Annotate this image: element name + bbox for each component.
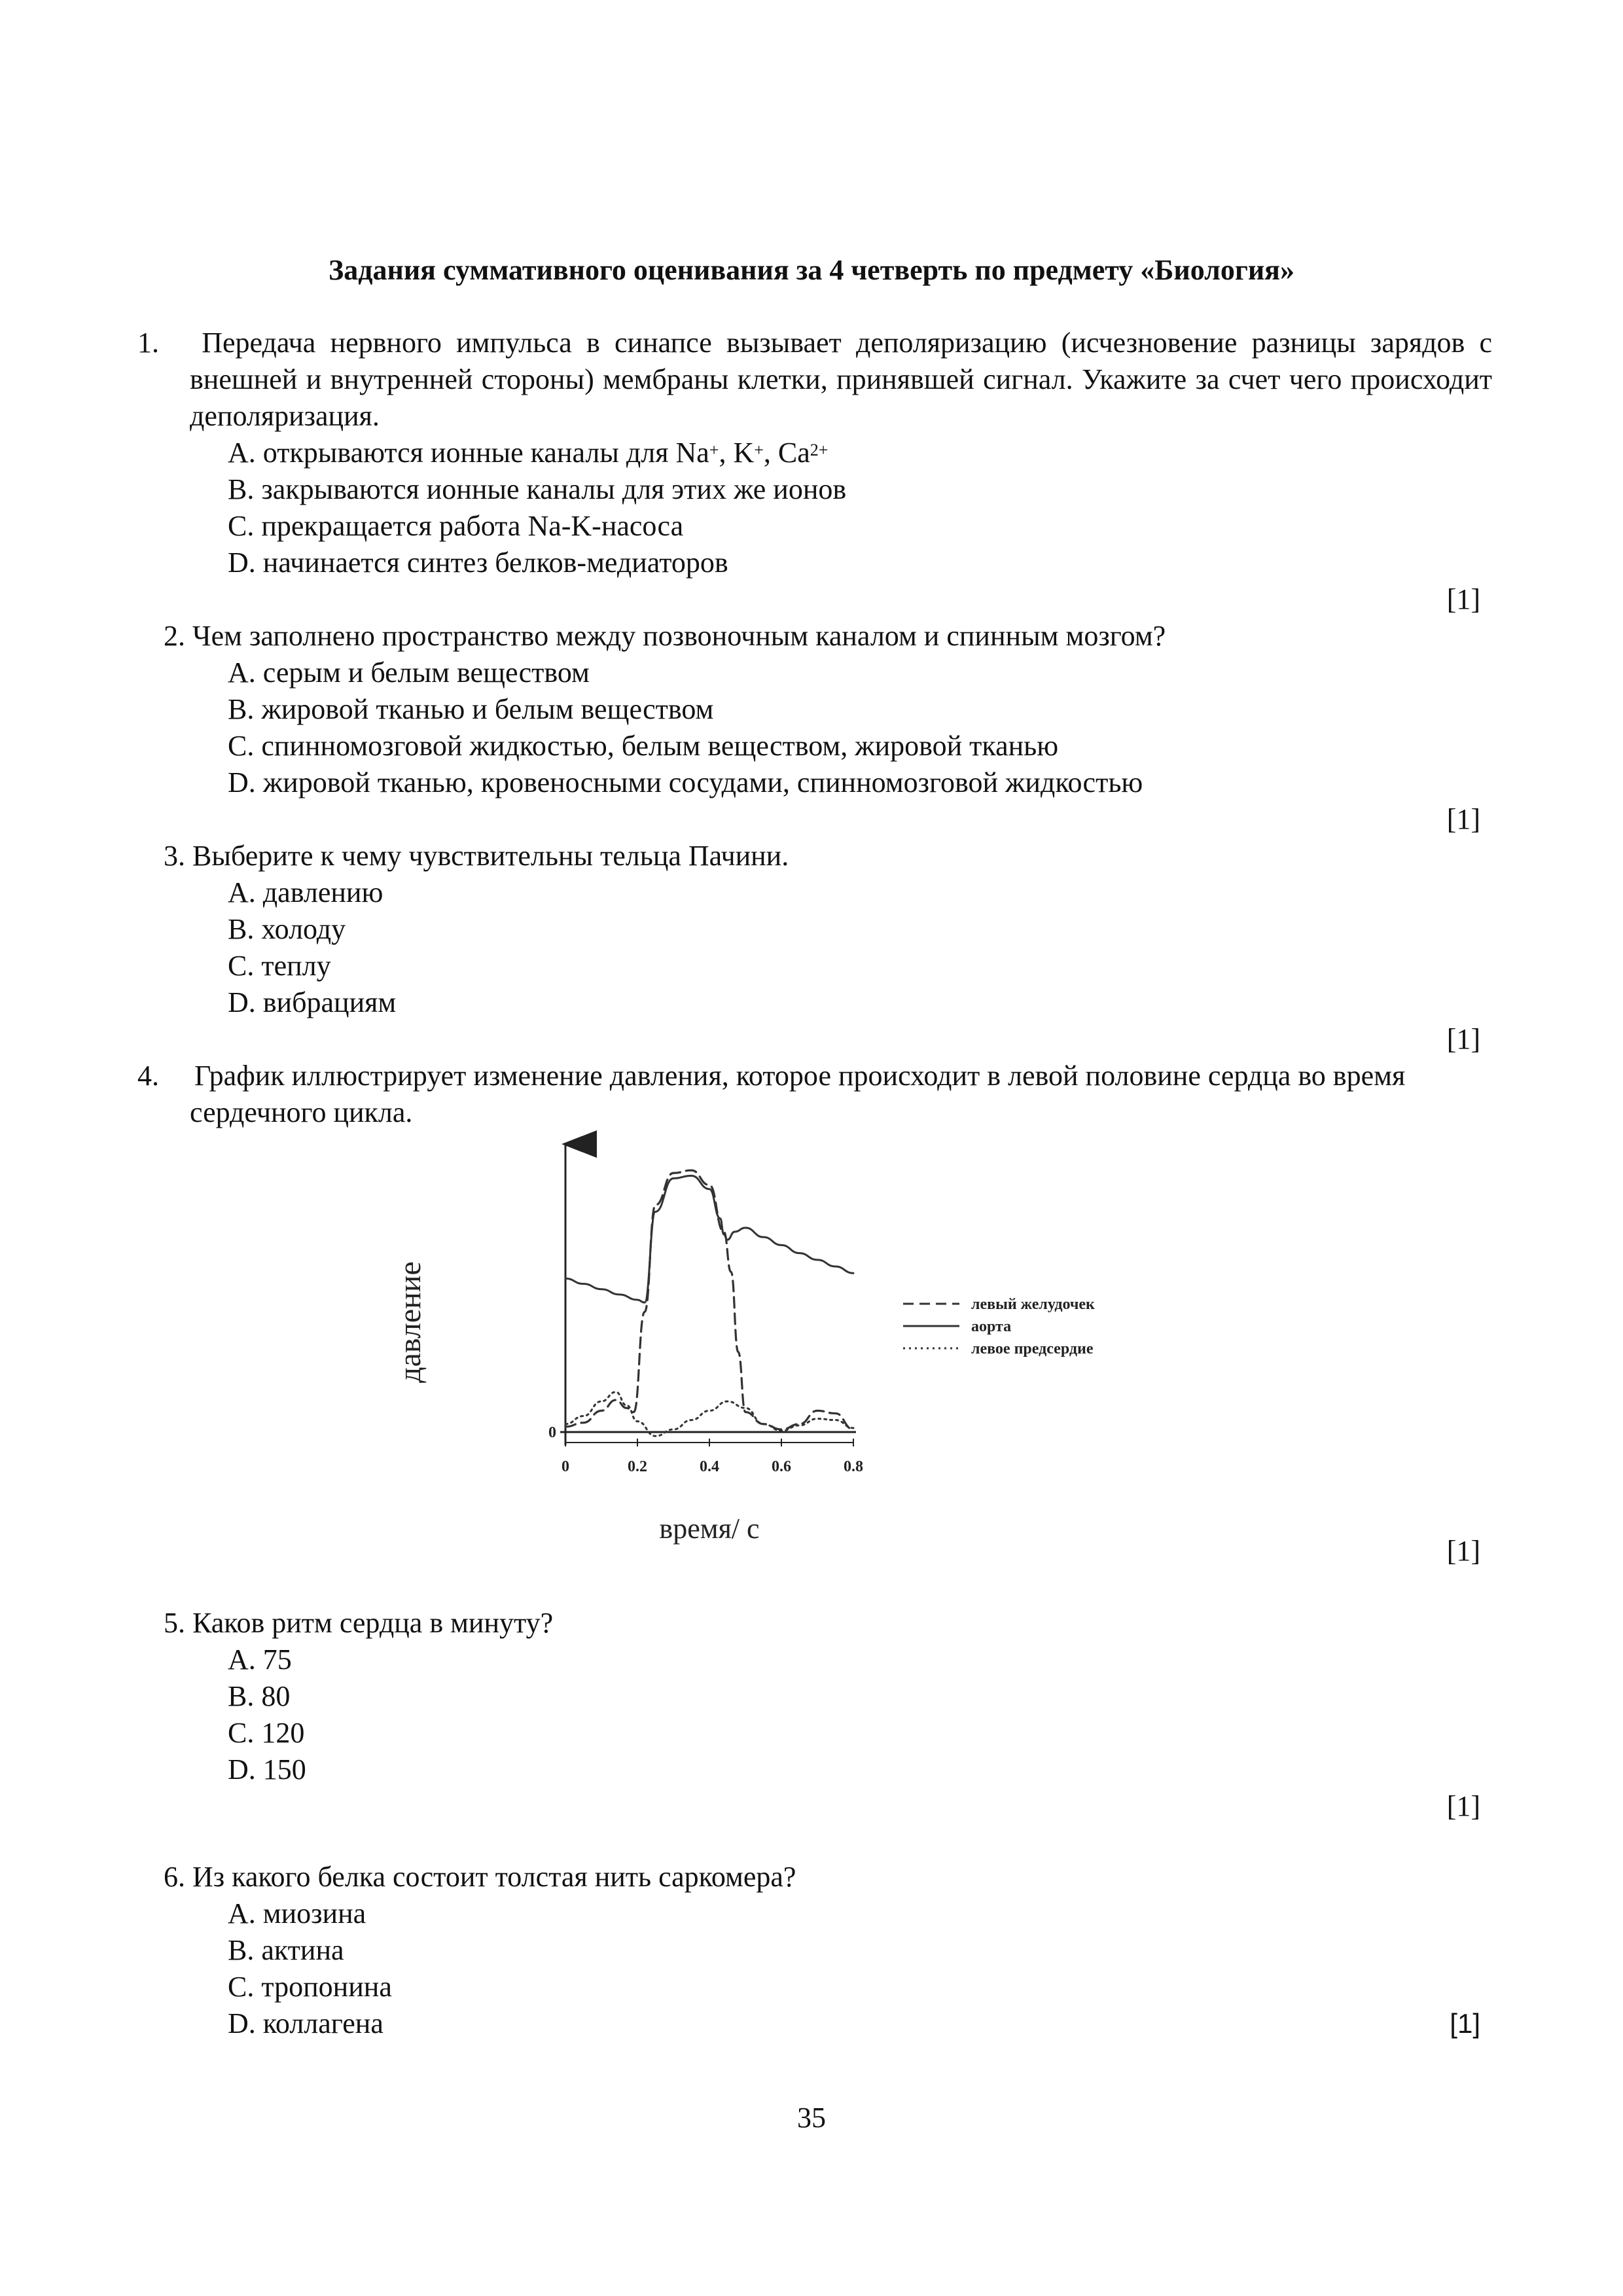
question-text: Каков ритм сердца в минуту? xyxy=(192,1607,554,1639)
score-5: [1] xyxy=(1446,1790,1480,1822)
question-text: Из какого белка состоит толстая нить саркомера? xyxy=(192,1861,796,1893)
option-letter: A. xyxy=(228,876,256,908)
x-tick-label: 0.4 xyxy=(700,1458,719,1475)
series-dotted-line xyxy=(565,1392,853,1436)
score-2: [1] xyxy=(1446,803,1480,835)
option-3b xyxy=(228,911,346,948)
option-text: теплу xyxy=(261,950,331,982)
option-1d xyxy=(228,545,728,581)
option-letter: C. xyxy=(228,950,255,982)
x-tick-label: 0.6 xyxy=(772,1458,791,1475)
option-6a xyxy=(228,1895,366,1932)
option-letter: B. xyxy=(228,693,255,725)
score-4: [1] xyxy=(1446,1535,1480,1567)
na-charge: + xyxy=(709,440,719,459)
option-text: вибрациям xyxy=(262,986,397,1018)
option-text: 80 xyxy=(261,1680,291,1712)
option-text: коллагена xyxy=(262,2007,383,2039)
option-letter: A. xyxy=(228,656,256,689)
legend-label: аорта xyxy=(971,1318,1012,1335)
option-5c xyxy=(228,1715,304,1751)
option-letter: B. xyxy=(228,1680,255,1712)
option-3d xyxy=(228,984,396,1021)
option-1a: A. открываются ионные каналы для Na+, K+, $Ca^{2+}$ xyxy=(228,437,829,469)
score-3: [1] xyxy=(1446,1023,1480,1055)
ion-ca: Ca xyxy=(777,437,810,469)
question-text: График иллюстрирует изменение давления, которое происходит в левой половине сердца во время сердечного цикла. xyxy=(190,1060,1406,1128)
option-text: 150 xyxy=(262,1753,306,1785)
option-6b xyxy=(228,1932,344,1969)
option-text: прекращается работа Na-K-насоса xyxy=(261,510,684,542)
option-letter: A. xyxy=(228,1897,256,1929)
option-1b xyxy=(228,471,846,508)
option-text: спинномозговой жидкостью, белым веществом, жировой тканью xyxy=(261,730,1059,762)
option-text: актина xyxy=(261,1934,344,1966)
option-text: жировой тканью, кровеносными сосудами, спинномозговой жидкостью xyxy=(262,766,1143,798)
option-letter: C. xyxy=(228,1717,255,1749)
option-letter: D. xyxy=(228,1753,256,1785)
ion-k: K xyxy=(733,437,755,469)
option-6d xyxy=(228,2005,383,2042)
option-2b xyxy=(228,691,713,728)
option-text: 120 xyxy=(261,1717,305,1749)
option-3c xyxy=(228,948,331,984)
question-text: Чем заполнено пространство между позвоночным каналом и спинным мозгом? xyxy=(192,620,1166,652)
option-letter: C. xyxy=(228,510,255,542)
option-letter: A. xyxy=(228,1643,256,1676)
option-text: начинается синтез белков-медиаторов xyxy=(262,547,728,579)
ca-charge: 2+ xyxy=(810,440,829,459)
option-5a xyxy=(228,1641,292,1678)
option-letter: C. xyxy=(228,1971,255,2003)
option-letter: D. xyxy=(228,766,256,798)
x-tick-label: 0 xyxy=(562,1458,569,1475)
x-axis-label: время/ с xyxy=(659,1513,760,1545)
score-6: [1] xyxy=(1450,2008,1480,2039)
option-letter: D. xyxy=(228,2007,256,2039)
question-6 xyxy=(164,1859,1492,1895)
question-number: 5. xyxy=(164,1607,185,1639)
option-6c xyxy=(228,1969,392,2005)
option-5b xyxy=(228,1678,290,1715)
option-text: закрываются ионные каналы для этих же ионов xyxy=(261,473,847,505)
question-text: Выберите к чему чувствительны тельца Пачини. xyxy=(192,840,789,872)
option-text: давлению xyxy=(262,876,383,908)
question-number: 2. xyxy=(164,620,185,652)
series-dashed-line xyxy=(565,1170,853,1429)
legend-label: левое предсердие xyxy=(971,1340,1094,1357)
option-text: 75 xyxy=(262,1643,292,1676)
option-letter: D. xyxy=(228,547,256,579)
question-number: 4. xyxy=(137,1060,159,1092)
y-axis-label: давление xyxy=(393,1261,427,1383)
question-2 xyxy=(164,618,1492,655)
question-3 xyxy=(164,838,1492,874)
x-tick-label: 0.8 xyxy=(844,1458,863,1475)
option-letter: A. xyxy=(228,437,256,469)
question-text: Передача нервного импульса в синапсе вызывает деполяризацию (исчезновение разницы зарядов с внешней и внутренней стороны) мембраны клетки, принявшей сигнал. Укажите за счет чего происходит деполяризация. xyxy=(190,327,1493,432)
question-5 xyxy=(164,1605,1492,1641)
option-letter: B. xyxy=(228,1934,255,1966)
question-number: 3. xyxy=(164,840,185,872)
option-2d xyxy=(228,764,1143,801)
option-5d xyxy=(228,1751,306,1788)
chart-legend xyxy=(903,1296,1095,1357)
question-number: 6. xyxy=(164,1861,185,1893)
option-letter: C. xyxy=(228,730,255,762)
option-text: серым и белым веществом xyxy=(262,656,590,689)
score-1: [1] xyxy=(1446,583,1480,615)
pressure-chart xyxy=(366,1126,1152,1558)
legend-label: левый желудочек xyxy=(971,1296,1095,1313)
option-letter: D. xyxy=(228,986,256,1018)
option-1c xyxy=(228,508,683,545)
question-4 xyxy=(137,1058,1492,1131)
option-2a xyxy=(228,655,590,691)
series-solid-line xyxy=(565,1175,853,1302)
k-charge: + xyxy=(754,440,764,459)
option-text: холоду xyxy=(261,913,346,945)
option-text: миозина xyxy=(262,1897,366,1929)
option-text: открываются ионные каналы для Na xyxy=(262,437,709,469)
page-title: Задания суммативного оценивания за 4 четверть по предмету «Биология» xyxy=(329,254,1294,286)
plot-area xyxy=(548,1144,863,1475)
option-3a xyxy=(228,874,383,911)
question-1 xyxy=(137,325,1493,435)
option-text: тропонина xyxy=(261,1971,392,2003)
page-number: 35 xyxy=(797,2102,826,2134)
option-text: жировой тканью и белым веществом xyxy=(261,693,714,725)
y-tick-label: 0 xyxy=(548,1424,556,1441)
option-letter: B. xyxy=(228,473,255,505)
option-letter: B. xyxy=(228,913,255,945)
option-2c xyxy=(228,728,1058,764)
question-number: 1. xyxy=(137,327,159,359)
x-tick-label: 0.2 xyxy=(628,1458,647,1475)
